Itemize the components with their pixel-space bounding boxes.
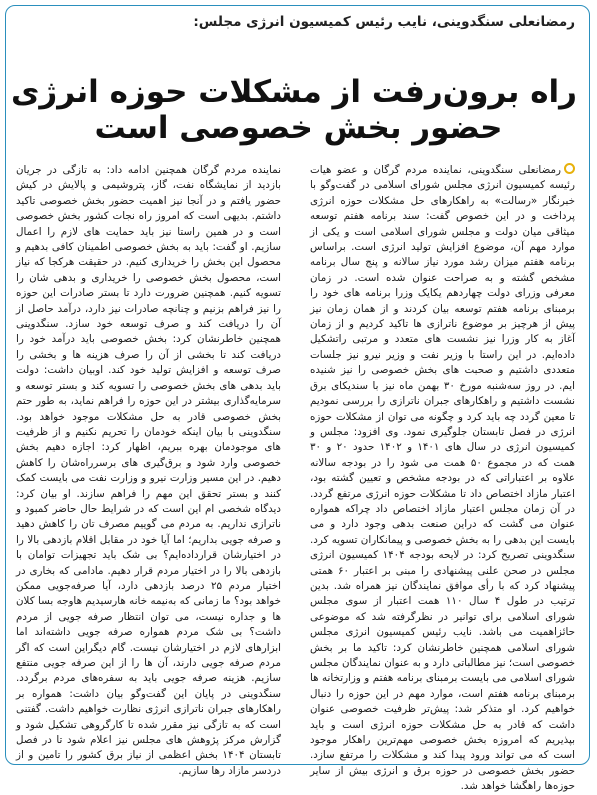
article-body-left: نماینده مردم گرگان همچنین ادامه داد: به تازگی در جریان بازدید از نمایشگاه نفت، گاز، پتروشیمی و پالایش در کیش حضور یافتم و در آنجا نیز اهمیت حضور بخش خصوصی تاکید داشتم. بدیهی است که امروز راه نجات کشور بخش خصوصی است و در همین راستا نیز باید حمایت های لازم را اعمال سازیم. او گفت: باید به بخش خصوصی اطمینان کافی بدهیم و محصول این بخش را خریداری کنیم. در حقیقت هرکجا که نیاز است، محصول بخش خصوصی را خریداری و بدهی شان را تسویه کنیم. همچنین ضرورت دارد تا بستر صادرات این حوزه را نیز فراهم بزنیم و چنانچه صادرات نیز دارد، درآمد حاصل از آن را دریافت کند و صرف توسعه خود سازد. سنگدوینی همچنین خاطرنشان کرد: بخش خصوصی باید درآمد خود را دریافت کند تا بخشی از آن را صرف هزینه ها و بخشی را صرف توسعه و افزایش تولید خود کند. اوبیان داشت: دولت باید بدهی های بخش خصوصی را تسویه کند و بستر توسعه و سرمایه‌گذاری بیشتر در این حوزه را فراهم نماید، به طور حتم بخش خصوصی قادر به حل مشکلات موجود خواهد بود. سنگدوینی با بیان اینکه خودمان را تحریم نکنیم و از ظرفیت های موجودمان بهره ببریم، اظهار کرد: اجازه دهیم بخش خصوصی وارد شود و برق‌گیری های برسرراه‌شان را کاهش دهیم. در این مسیر وزارت نیرو و وزارت نفت می بایست کمک کنند و بستر تحقق این مهم را فراهم سازند. او بیان کرد: دیدگاه شخصی ام این است که در شرایط حال حاضر کمبود و ناترازی نداریم. به مردم می گوییم مصرف تان را کاهش دهید و صرفه جویی بداریم؛ اما آیا خود در مقابل اقلام بازدهی بالا را در اختیارشان قرارداده‌ایم؟ بی شک باید تجهیزات توامان با بازدهی بالا را در اختیار مردم قرار دهیم. مادامی که بخاری در اختیار مردم ۲۵ درصد بازدهی دارد، آیا صرفه‌جویی ممکن خواهد بود؟ ما زمانی که به‌نیمه خانه هارسیدیم هاوجه بسا کلان ها و جداره نیست، می توان انتظار صرفه جویی از مردم داشت؟ بی شک مردم همواره صرفه جویی داشته‌اند اما ابزارهای لازم در اختیارشان نیست. گام دیگراین است که اگر مردم صرفه جویی دارند، آن ها را از این صرفه جویی منتفع سازیم. هزینه صرفه جویی باید به سفره‌های مردم برگردد. سنگدوینی در پایان این گفت‌وگو بیان داشت: همواره بر راهکارهای جبران ناترازی انرژی نظارت خواهیم داشت. گفتنی است که به تازگی نیز مقرر شده تا کارگروهی تشکیل شود و گزارش مرکز پژوهش های مجلس نیز اعلام شود تا در فصل تابستان ۱۴۰۴ بخش اعظمی از نیاز برق کشور را تامین و از دردسر مازاد رها سازیم. bbox=[16, 164, 281, 777]
bullet-circle-icon bbox=[564, 163, 575, 174]
article-kicker: رمضانعلی سنگدوینی، نایب رئیس کمیسیون انرژی مجلس: bbox=[193, 14, 575, 30]
article-column-left bbox=[16, 163, 281, 777]
article-body-right: رمضانعلی سنگدوینی، نماینده مردم گرگان و عضو هیات رئیسه کمیسیون انرژی مجلس شورای اسلامی در گفت‌وگو با خبرنگار «رسالت» به راهکارهای حل مشکلات حوزه انرژی پرداخت و در این خصوص گفت: سند برنامه هفتم توسعه میثاقی میان دولت و مجلس شورای اسلامی است و یکی از موارد مهم آن، موضوع افزایش تولید انرژی است. براساس برنامه هفتم میزان رشد مورد نیاز سالانه و پنج سال برنامه مشخص گشته و به صراحت عنوان شده است. در زمان معرفی وزرای دولت چهاردهم یکایک وزرا برنامه های خود را برمبنای برنامه هفتم توسعه بیان کردند و از همان زمان نیز پیش از هرچیز بر موضوع ناترازی ها تاکید کردیم و از زمان آغاز به کار وزرا نیز نشست های متعدد و مرتبی راتشکیل داده‌ایم. در این راستا با وزیر نفت و وزیر نیرو نیز جلسات متعددی داشتیم و صحبت های بخش خصوصی را نیز شنیده ایم. در روز سه‌شنبه مورخ ۳۰ بهمن ماه نیز با سندیکای برق نشست داشتیم و راهکارهای جبران ناترازی را بررسی نمودیم تا معین گردد چه باید کرد و چگونه می توان از مشکلات حوزه انرژی در فصل تابستان جلوگیری نمود. وی افزود: مجلس و کمیسیون انرژی در سال های ۱۴۰۱ و ۱۴۰۲ حدود ۲۰ و ۳۰ همت که در مجموع ۵۰ همت می شود را در بودجه سالانه علاوه بر اعتباراتی که در بودجه مشخص و تعیین گشته بود، اعتبار مازاد اختصاص داد تا مشکلات حوزه انرژی مرتفع گردد. در آن زمان مجلس اعتبار مازاد اختصاص داد چراکه همواره عنوان می گشت که دراین صنعت بدهی وجود دارد و می بایست این بدهی را به بخش خصوصی و پیمانکاران تسویه کرد. سنگدوینی تصریح کرد: در لایحه بودجه ۱۴۰۴ کمیسیون انرژی مجلس در صحن علنی پیشنهادی را مبنی بر اعتبار ۶۰ همتی پیشنهاد کرد که با رأی موافق نمایندگان نیز همراه شد. بدین ترتیب در طول ۴ سال ۱۱۰ همت اعتبار از سوی مجلس شورای اسلامی برای توانیر در نظرگرفته شد که موضوعی حائزاهمیت می باشد. نایب رئیس کمیسیون انرژی مجلس شورای اسلامی همچنین خاطرنشان کرد: تاکید ما بر بخش خصوصی است؛ نیز مطالباتی دارد و به عنوان نمایندگان مجلس شورای اسلامی می بایست برمبنای برنامه هفتم و وزارتخانه ها برمبنای برنامه هفتم است، موارد مهم در این حوزه را دنبال خواهیم کرد. او متذکر شد: پیش‌تر ظرفیت خصوصی عنوان داشت که قادر به حل مشکلات حوزه انرژی است و باید بپذیریم که امروزه بخش خصوصی مهم‌ترین راهکار موجود است که می تواند ورود پیدا کند و مشکلات را مرتفع سازد. حضور بخش خصوصی در حوزه برق و انرژی بیش از سایر حوزه‌ها راهگشا خواهد شد. bbox=[310, 164, 575, 793]
article-headline bbox=[10, 74, 577, 146]
headline-line-1: راه برون‌رفت از مشکلات حوزه انرژی bbox=[10, 74, 577, 110]
article-column-right bbox=[310, 163, 575, 793]
headline-line-2: حضور بخش خصوصی است bbox=[94, 110, 503, 146]
